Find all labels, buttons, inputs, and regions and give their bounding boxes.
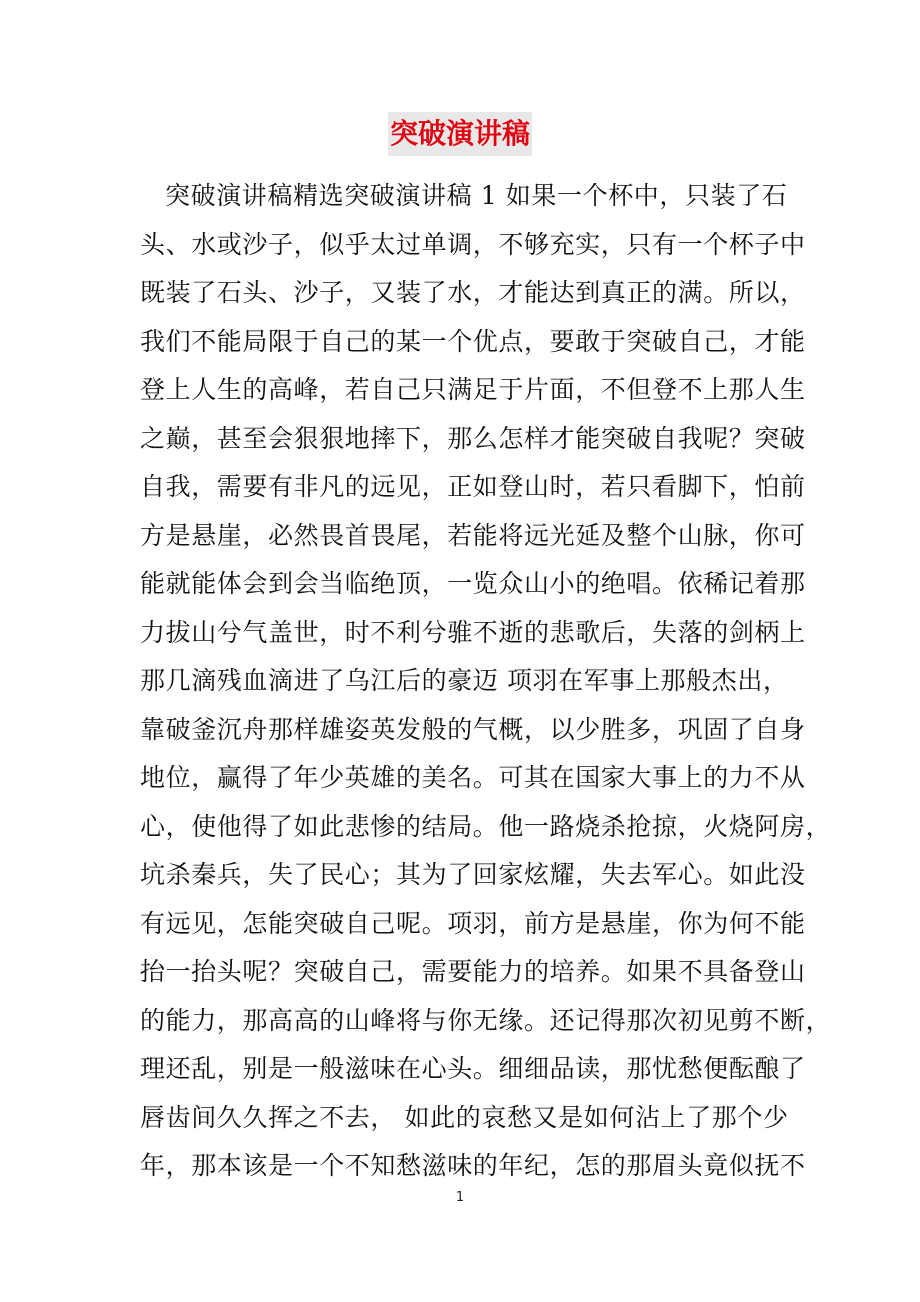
body-line: 的能力，那高高的山峰将与你无缘。还记得那次初见剪不断，: [140, 1005, 832, 1035]
body-line: 心，使他得了如此悲惨的结局。他一路烧杀抢掠，火烧阿房，: [140, 811, 832, 841]
body-line: 力拔山兮气盖世，时不利兮骓不逝的悲歌后，失落的剑柄上: [140, 617, 806, 647]
body-line: 抬一抬头呢？突破自己，需要能力的培养。如果不具备登山: [140, 957, 806, 986]
body-line: 有远见，怎能突破自己呢。项羽，前方是悬崖，你为何不能: [140, 908, 806, 938]
document-body: [140, 172, 832, 1191]
page-number: 1: [455, 1190, 465, 1205]
body-line: 头、水或沙子，似乎太过单调，不够充实，只有一个杯子中: [140, 229, 806, 259]
body-line: 那几滴残血滴进了乌江后的豪迈 项羽在军事上那般杰出，: [140, 666, 789, 695]
body-line: 坑杀秦兵，失了民心；其为了回家炫耀，失去军心。如此没: [140, 860, 806, 889]
body-line: 唇齿间久久挥之不去， 如此的哀愁又是如何沾上了那个少: [140, 1102, 789, 1132]
body-line: 登上人生的高峰，若自己只满足于片面，不但登不上那人生: [140, 375, 806, 404]
body-line: 之巅，甚至会狠狠地摔下，那么怎样才能突破自我呢？突破: [140, 423, 806, 453]
body-line: 方是悬崖，必然畏首畏尾，若能将远光延及整个山脉，你可: [140, 520, 806, 550]
title-container: [0, 112, 920, 156]
body-line: 既装了石头、沙子，又装了水，才能达到真正的满。所以，: [140, 278, 806, 307]
document-title: 突破演讲稿: [388, 112, 532, 156]
body-line: 靠破釜沉舟那样雄姿英发般的气概，以少胜多，巩固了自身: [140, 714, 806, 744]
body-line: 我们不能局限于自己的某一个优点，要敢于突破自己，才能: [140, 326, 806, 356]
body-line: 突破演讲稿精选突破演讲稿 1 如果一个杯中，只装了石: [165, 181, 788, 210]
body-line: 自我，需要有非凡的远见，正如登山时，若只看脚下，怕前: [140, 472, 806, 501]
body-line: 能就能体会到会当临绝顶，一览众山小的绝唱。依稀记着那: [140, 569, 806, 598]
body-line: 年，那本该是一个不知愁滋味的年纪，怎的那眉头竟似抚不: [140, 1151, 806, 1180]
body-line: 理还乱，别是一般滋味在心头。细细品读，那忧愁便酝酿了: [140, 1054, 806, 1083]
body-line: 地位，赢得了年少英雄的美名。可其在国家大事上的力不从: [140, 763, 806, 792]
